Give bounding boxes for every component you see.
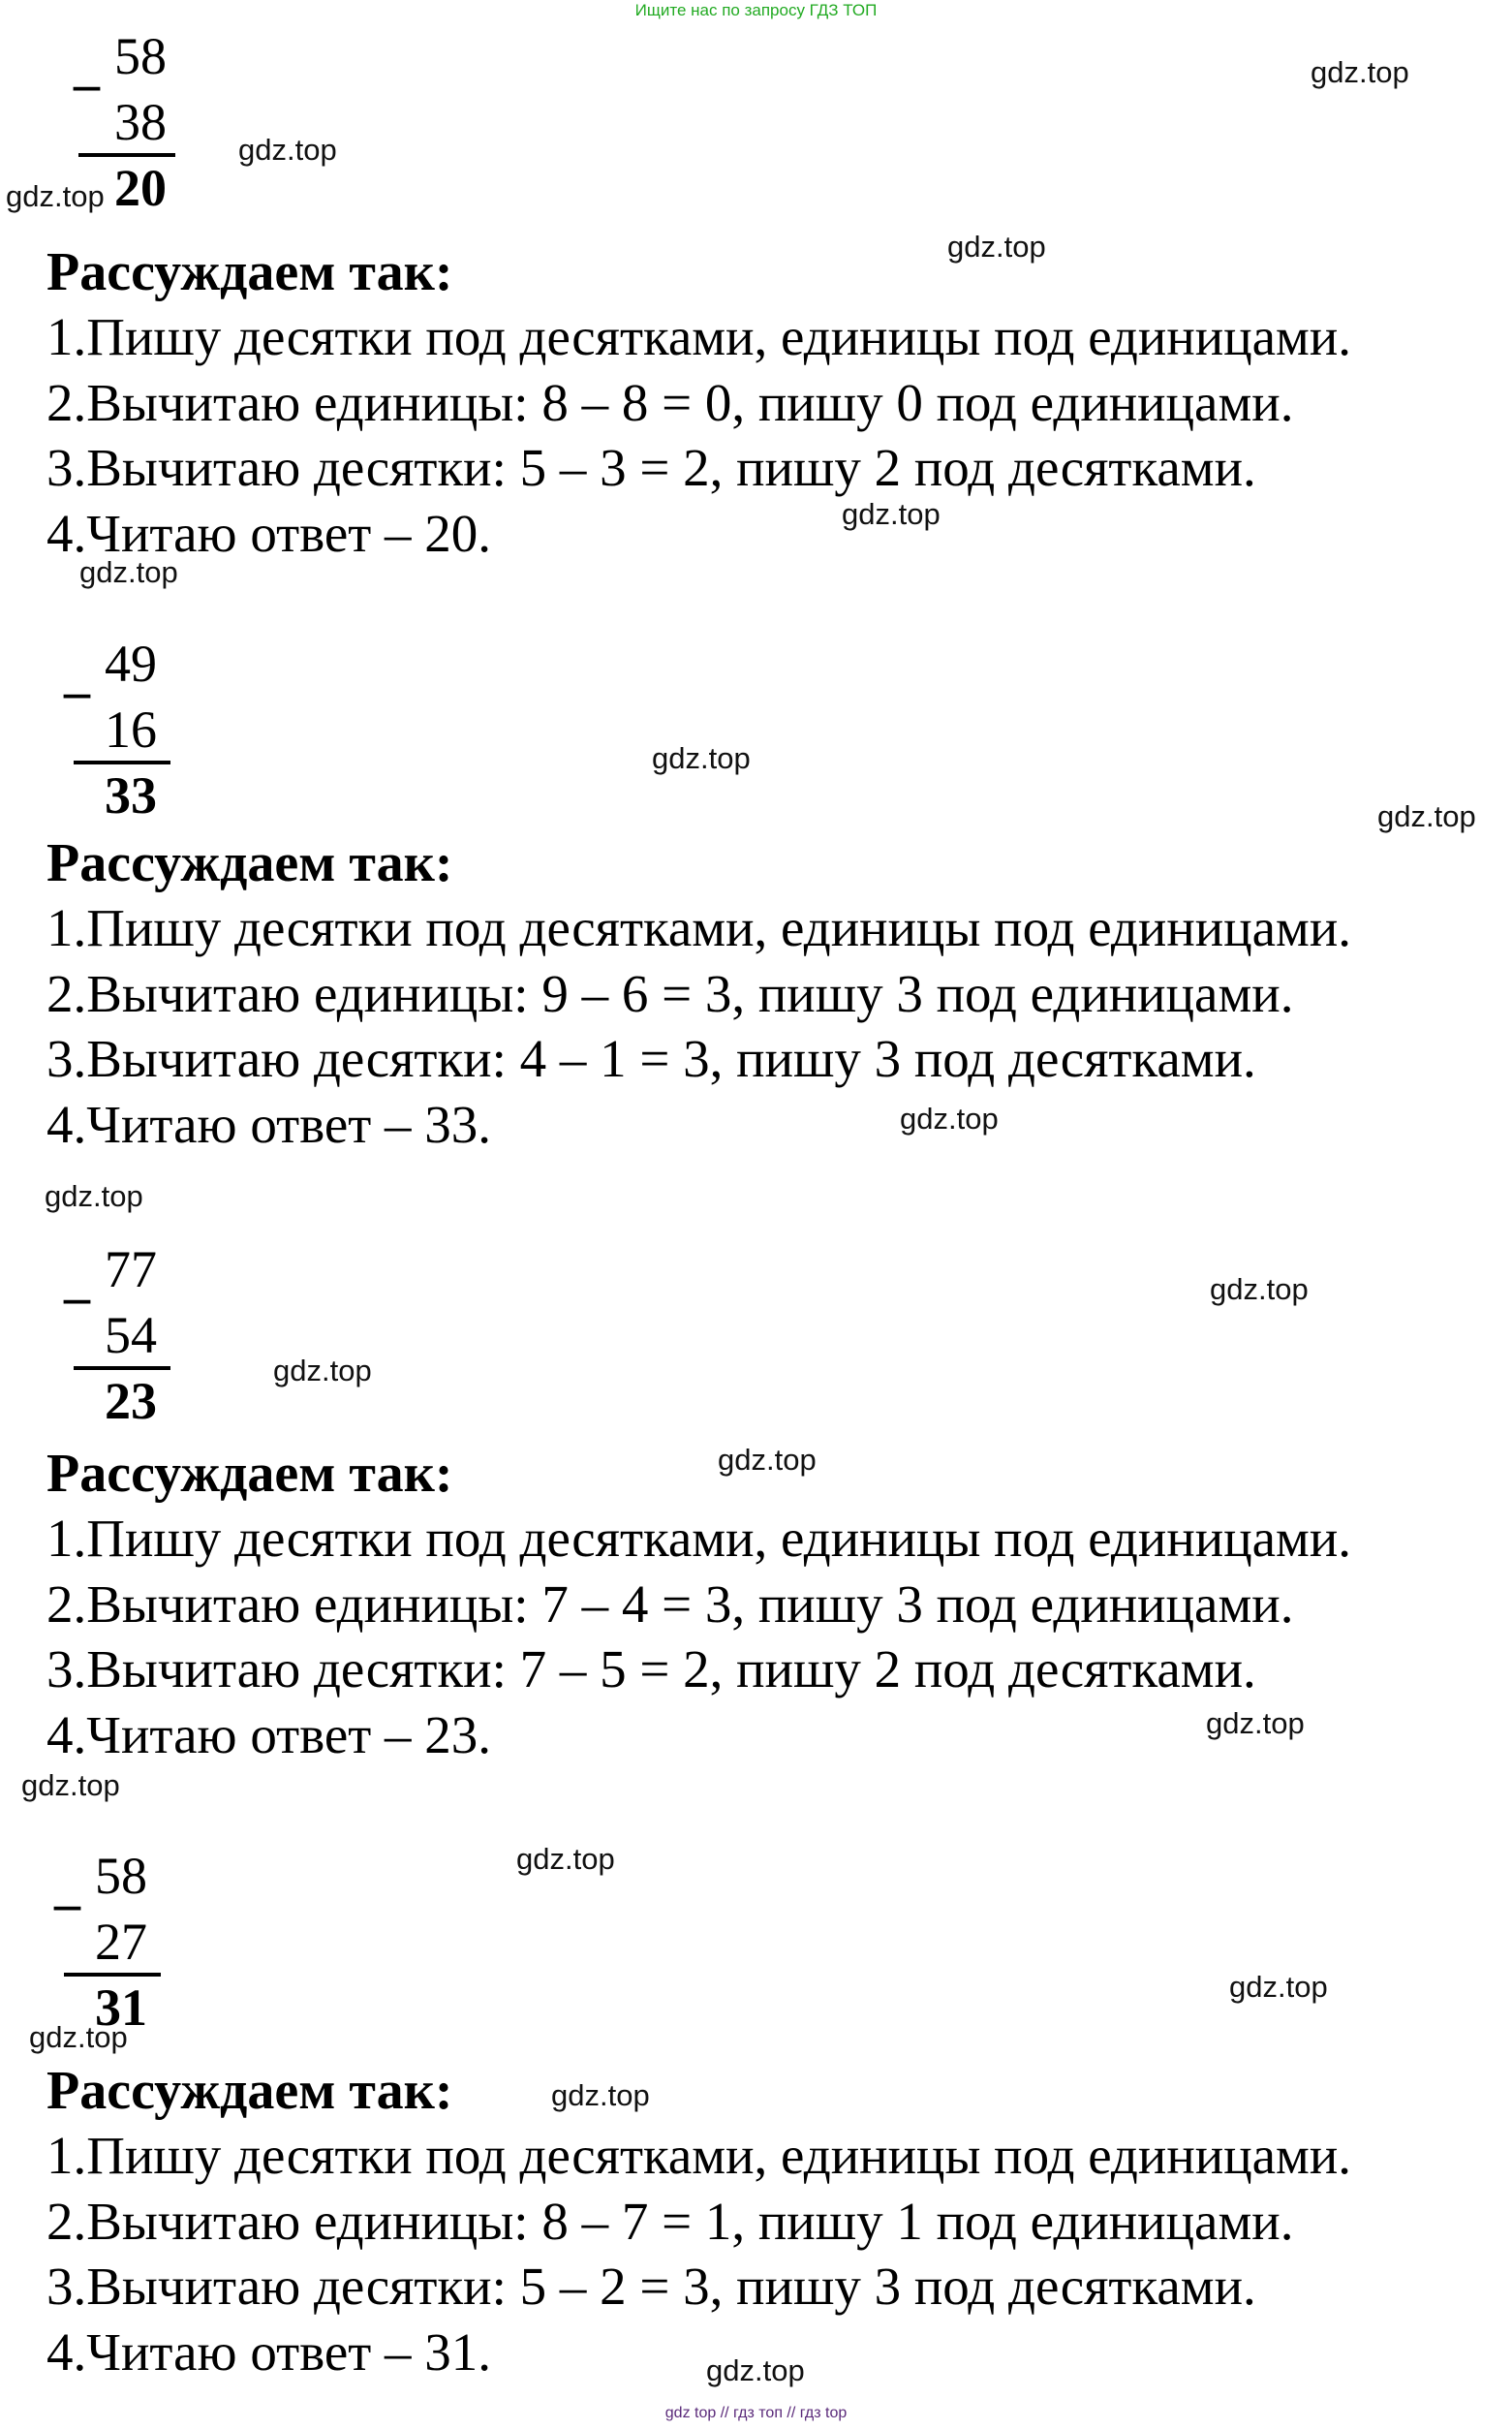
result-line xyxy=(74,1366,170,1370)
minus-sign: _ xyxy=(64,1250,90,1308)
difference: 31 xyxy=(95,1978,147,2037)
step-3: 3.Вычитаю десятки: 7 – 5 = 2, пишу 2 под десятками. xyxy=(46,1639,1256,1698)
watermark: gdz.top xyxy=(238,133,337,167)
watermark: gdz.top xyxy=(79,555,178,589)
step-4: 4.Читаю ответ – 20. xyxy=(46,503,492,563)
watermark: gdz.top xyxy=(551,2078,650,2112)
difference: 23 xyxy=(105,1372,157,1430)
watermark: gdz.top xyxy=(706,2353,805,2387)
difference: 33 xyxy=(105,766,157,825)
subtrahend: 38 xyxy=(114,93,167,151)
reasoning-heading: Рассуждаем так: xyxy=(46,242,453,302)
minus-sign: _ xyxy=(64,644,90,702)
minus-sign: _ xyxy=(54,1856,80,1915)
watermark: gdz.top xyxy=(29,2020,128,2054)
watermark: gdz.top xyxy=(1206,1706,1305,1740)
step-1: 1.Пишу десятки под десятками, единицы под единицами. xyxy=(46,898,1352,957)
minuend: 58 xyxy=(114,27,167,85)
column-subtraction xyxy=(54,1847,190,2041)
reasoning-heading: Рассуждаем так: xyxy=(46,833,453,893)
top-banner: Ищите нас по запросу ГДЗ ТОП xyxy=(634,1,878,19)
watermark: gdz.top xyxy=(652,741,751,775)
step-2: 2.Вычитаю единицы: 8 – 7 = 1, пишу 1 под единицами. xyxy=(46,2191,1294,2251)
step-4: 4.Читаю ответ – 31. xyxy=(46,2321,492,2382)
watermark: gdz.top xyxy=(1377,799,1476,833)
minus-sign: _ xyxy=(74,37,100,95)
minuend: 49 xyxy=(105,635,157,693)
bottom-banner: gdz top // гдз топ // гдз top xyxy=(664,2405,848,2421)
minuend: 58 xyxy=(95,1847,147,1905)
watermark: gdz.top xyxy=(1229,1970,1328,2004)
subtrahend: 16 xyxy=(105,701,157,759)
step-4: 4.Читаю ответ – 23. xyxy=(46,1704,492,1764)
step-4: 4.Читаю ответ – 33. xyxy=(46,1094,492,1154)
watermark: gdz.top xyxy=(947,230,1046,264)
reasoning-steps xyxy=(46,2123,1351,2384)
watermark: gdz.top xyxy=(1210,1272,1309,1306)
reasoning-steps xyxy=(46,1506,1351,1767)
watermark: gdz.top xyxy=(45,1179,143,1213)
step-1: 1.Пишу десятки под десятками, единицы под единицами. xyxy=(46,307,1352,366)
watermark: gdz.top xyxy=(6,179,105,213)
step-3: 3.Вычитаю десятки: 5 – 3 = 2, пишу 2 под десятками. xyxy=(46,438,1256,497)
subtrahend: 54 xyxy=(105,1306,157,1364)
step-2: 2.Вычитаю единицы: 9 – 6 = 3, пишу 3 под единицами. xyxy=(46,963,1294,1023)
step-3: 3.Вычитаю десятки: 5 – 2 = 3, пишу 3 под десятками. xyxy=(46,2257,1256,2316)
reasoning-heading: Рассуждаем так: xyxy=(46,2061,453,2121)
reasoning-heading: Рассуждаем так: xyxy=(46,1444,453,1504)
result-line xyxy=(64,1973,161,1977)
watermark: gdz.top xyxy=(273,1354,372,1387)
result-line xyxy=(74,761,170,764)
minuend: 77 xyxy=(105,1240,157,1298)
step-2: 2.Вычитаю единицы: 8 – 8 = 0, пишу 0 под единицами. xyxy=(46,372,1294,432)
step-2: 2.Вычитаю единицы: 7 – 4 = 3, пишу 3 под единицами. xyxy=(46,1573,1294,1634)
difference: 20 xyxy=(114,159,167,217)
subtrahend: 27 xyxy=(95,1913,147,1971)
watermark: gdz.top xyxy=(718,1443,817,1477)
watermark: gdz.top xyxy=(21,1768,120,1802)
column-subtraction xyxy=(64,1240,200,1434)
reasoning-steps xyxy=(46,895,1351,1157)
watermark: gdz.top xyxy=(900,1102,999,1136)
step-1: 1.Пишу десятки под десятками, единицы под единицами. xyxy=(46,1509,1352,1568)
column-subtraction xyxy=(64,635,200,828)
step-3: 3.Вычитаю десятки: 4 – 1 = 3, пишу 3 под десятками. xyxy=(46,1029,1256,1088)
watermark: gdz.top xyxy=(842,497,941,531)
watermark: gdz.top xyxy=(516,1842,615,1876)
watermark: gdz.top xyxy=(1311,55,1409,89)
step-1: 1.Пишу десятки под десятками, единицы под единицами. xyxy=(46,2126,1352,2185)
